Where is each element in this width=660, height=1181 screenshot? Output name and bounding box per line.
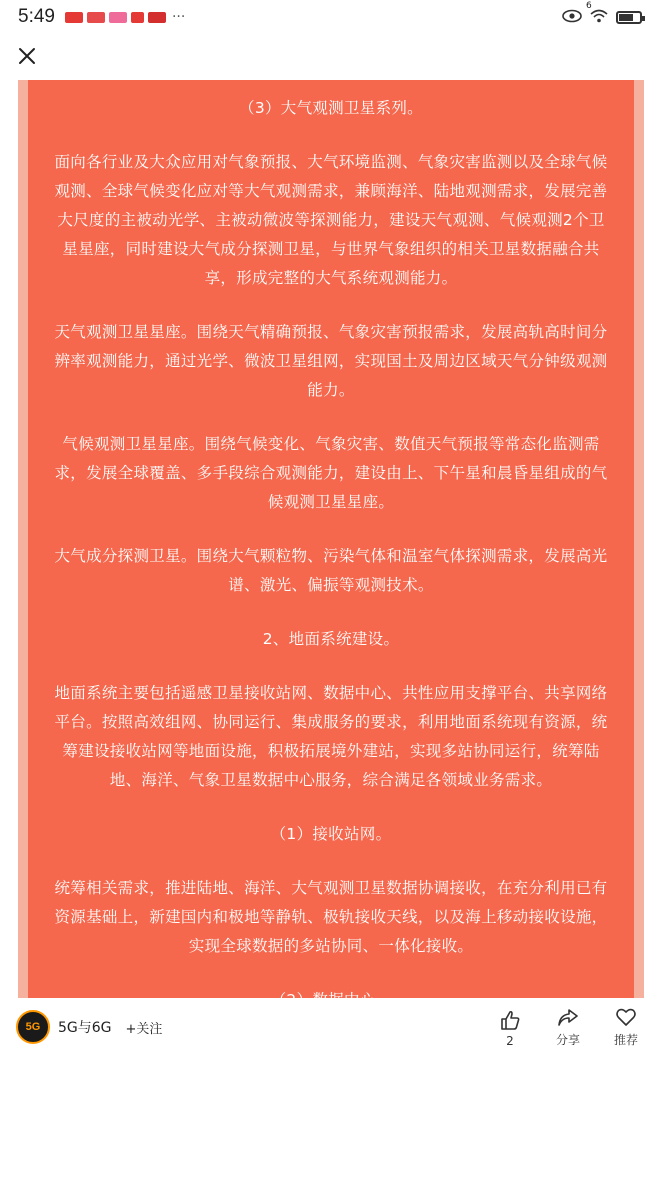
notification-icon-3 bbox=[109, 12, 127, 23]
heart-icon bbox=[615, 1006, 637, 1028]
status-bar bbox=[0, 0, 660, 34]
wifi-icon bbox=[586, 0, 608, 28]
signal-label: 6 bbox=[586, 0, 592, 11]
author-name[interactable]: 5G与6G bbox=[58, 1020, 112, 1036]
section-heading-receiving-stations: （1）接收站网。 bbox=[270, 825, 392, 843]
paragraph-ground-system: 地面系统主要包括遥感卫星接收站网、数据中心、共性应用支撑平台、共享网络平台。按照高效组网、协同运行、集成服务的要求，利用地面系统现有资源，统筹建设接收站网等地面设施，积极拓展境外建站，实现多站协同运行，统筹陆地、海洋、气象卫星数据中心服务，综合满足各领域业务需求。 bbox=[54, 684, 608, 789]
thumbs-up-icon bbox=[499, 1009, 521, 1031]
recommend-label: 推荐 bbox=[613, 1033, 638, 1047]
bottom-action-bar bbox=[0, 998, 660, 1056]
paragraph-data-center: 的基础设施，实现陆地、海洋、气象卫星数据中心的相互支持、互为补充、互为备份，推进卫星、数据、计算资源的高效利用和共享。 bbox=[54, 1074, 608, 1121]
notification-icon-2 bbox=[87, 12, 105, 23]
avatar-text: 5G bbox=[25, 1021, 41, 1033]
paragraph-receiving-stations: 统筹相关需求，推进陆地、海洋、大气观测卫星数据协调接收，在充分利用已有资源基础上，新建国内和极地等静轨、极轨接收天线，以及海上移动接收设施，实现全球数据的多站协同、一体化接收。 bbox=[54, 879, 608, 955]
section-heading-atmosphere-satellites: （3）大气观测卫星系列。 bbox=[239, 99, 423, 117]
paragraph-climate-constellation: 气候观测卫星星座。围绕气候变化、气象灾害、数值天气预报等常态化监测需求，发展全球覆盖、多手段综合观测能力，建设由上、下午星和晨昏星组成的气候观测卫星星座。 bbox=[54, 435, 608, 511]
author-avatar[interactable] bbox=[16, 1010, 50, 1044]
more-notifications-icon: ··· bbox=[171, 9, 186, 25]
like-count: 2 bbox=[506, 1034, 514, 1048]
paragraph-atmospheric-composition: 大气成分探测卫星。围绕大气颗粒物、污染气体和温室气体探测需求，发展高光谱、激光、偏振等观测技术。 bbox=[54, 547, 608, 594]
notification-icon-4 bbox=[131, 12, 144, 23]
eye-comfort-icon bbox=[562, 7, 582, 28]
top-navigation-bar bbox=[0, 34, 660, 80]
share-label: 分享 bbox=[555, 1033, 580, 1047]
share-icon bbox=[557, 1006, 579, 1028]
close-icon bbox=[18, 47, 36, 65]
notification-icon-5 bbox=[148, 12, 166, 23]
paragraph-atmosphere-overview: 面向各行业及大众应用对气象预报、大气环境监测、气象灾害监测以及全球气候观测、全球气候变化应对等大气观测需求，兼顾海洋、陆地观测需求，发展完善大尺度的主被动光学、主被动微波等探测能力，建设天气观测、气候观测2个卫星星座，同时建设大气成分探测卫星，与世界气象组织的相关卫星数据融合共享，形成完整的大气系统观测能力。 bbox=[54, 153, 608, 287]
recommend-button[interactable] bbox=[608, 1006, 644, 1048]
status-time: 5:49 bbox=[18, 6, 55, 27]
paragraph-weather-constellation: 天气观测卫星星座。围绕天气精确预报、气象灾害预报需求，发展高轨高时间分辨率观测能力，通过光学、微波卫星组网，实现国土及周边区域天气分钟级观测能力。 bbox=[54, 323, 608, 399]
close-button[interactable] bbox=[14, 43, 40, 69]
share-button[interactable] bbox=[550, 1006, 586, 1048]
battery-icon bbox=[616, 11, 642, 24]
notification-icon-1 bbox=[65, 12, 83, 23]
like-button[interactable] bbox=[492, 1009, 528, 1048]
follow-button[interactable]: +关注 bbox=[125, 1021, 163, 1037]
section-heading-common-platform: （3）共性应用支撑平台。 bbox=[239, 1157, 423, 1175]
section-heading-ground-system: 2、地面系统建设。 bbox=[262, 630, 400, 648]
